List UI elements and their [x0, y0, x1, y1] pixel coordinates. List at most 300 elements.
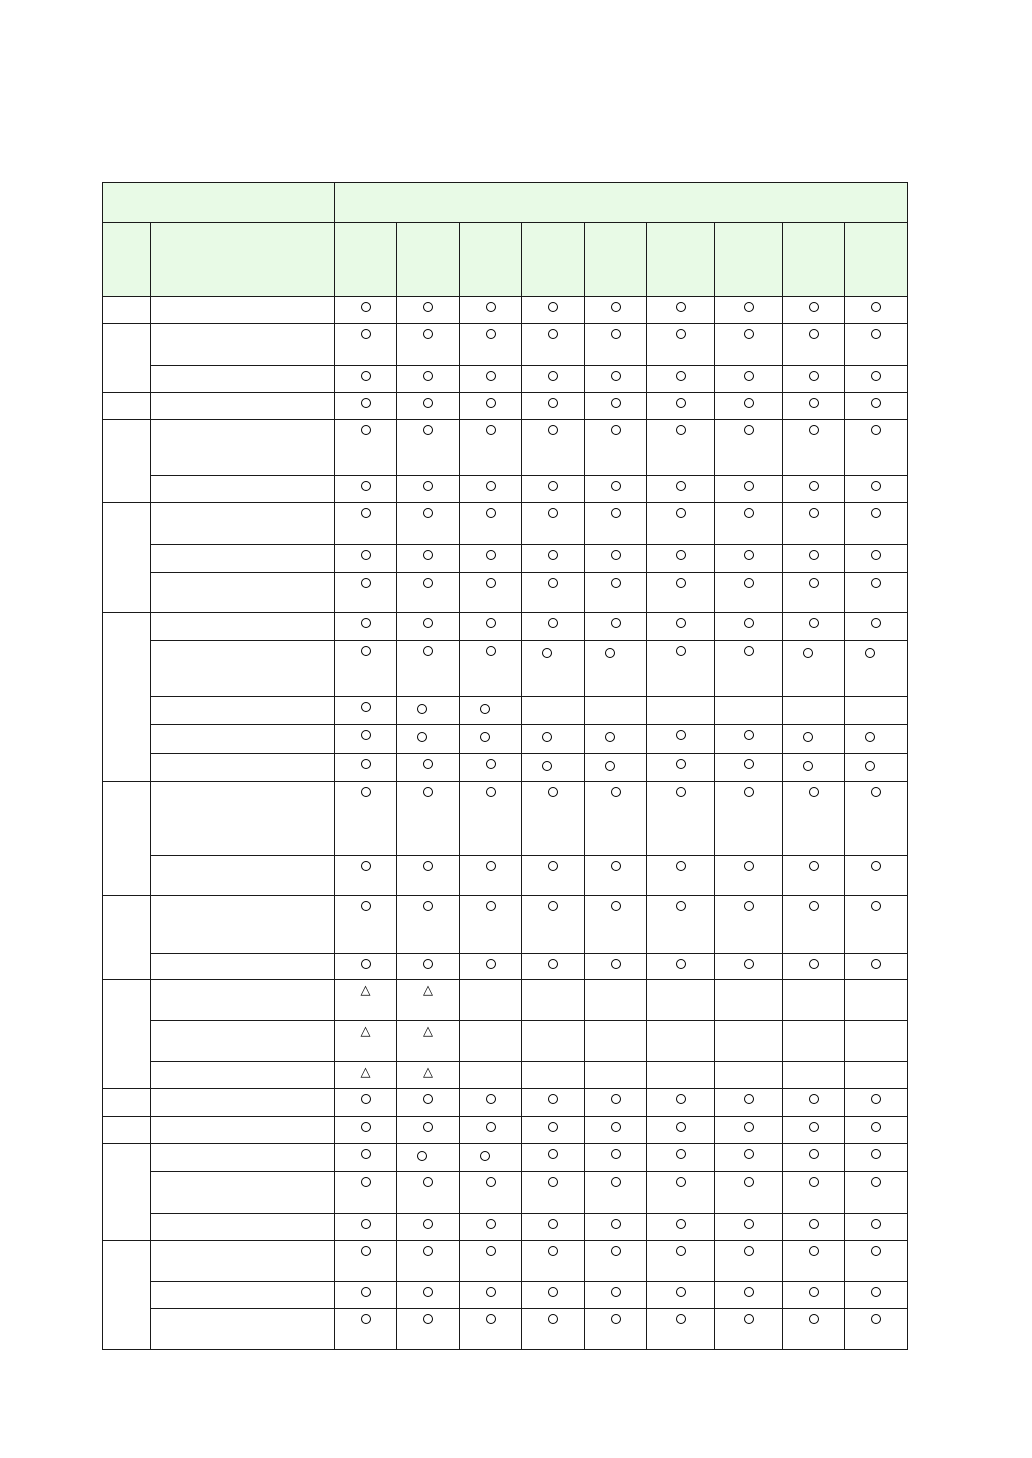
mark-cell	[522, 697, 585, 725]
circle-icon	[611, 1219, 621, 1229]
mark-cell	[647, 754, 715, 782]
table-row	[103, 297, 908, 324]
mark-cell	[845, 1021, 908, 1062]
circle-icon	[548, 371, 558, 381]
mark-cell	[783, 503, 845, 545]
mark-cell	[647, 503, 715, 545]
mark-cell	[845, 697, 908, 725]
table-row	[103, 725, 908, 754]
circle-icon	[676, 730, 686, 740]
circle-icon	[361, 901, 371, 911]
mark-cell	[845, 1089, 908, 1117]
mark-cell	[585, 641, 647, 697]
mark-cell	[397, 1241, 460, 1282]
table-body	[103, 297, 908, 1350]
item-cell	[151, 1309, 335, 1350]
mark-cell	[585, 613, 647, 641]
mark-cell	[783, 366, 845, 393]
mark-cell	[335, 782, 397, 856]
category-cell	[103, 1117, 151, 1144]
mark-cell	[845, 1241, 908, 1282]
mark-cell	[522, 1282, 585, 1309]
mark-cell	[335, 641, 397, 697]
circle-icon	[611, 398, 621, 408]
mark-cell	[397, 1089, 460, 1117]
category-cell	[103, 896, 151, 980]
circle-icon	[744, 508, 754, 518]
header-model-2	[397, 223, 460, 297]
circle-icon	[744, 329, 754, 339]
mark-cell	[647, 324, 715, 366]
circle-icon	[744, 1122, 754, 1132]
mark-cell	[522, 1117, 585, 1144]
mark-cell	[397, 324, 460, 366]
circle-icon	[611, 425, 621, 435]
table-row	[103, 1117, 908, 1144]
circle-icon	[871, 508, 881, 518]
mark-cell	[783, 573, 845, 613]
mark-cell	[715, 324, 783, 366]
mark-cell	[585, 1117, 647, 1144]
mark-cell	[783, 1282, 845, 1309]
table-row	[103, 476, 908, 503]
category-cell	[103, 613, 151, 782]
mark-cell	[397, 366, 460, 393]
mark-cell	[522, 393, 585, 420]
circle-icon	[423, 1287, 433, 1297]
mark-cell	[783, 613, 845, 641]
item-cell	[151, 573, 335, 613]
circle-icon	[361, 425, 371, 435]
circle-icon	[744, 550, 754, 560]
circle-icon	[871, 302, 881, 312]
mark-cell	[585, 1089, 647, 1117]
mark-cell	[845, 476, 908, 503]
circle-icon	[361, 550, 371, 560]
circle-icon	[676, 787, 686, 797]
mark-cell	[845, 545, 908, 573]
circle-icon	[548, 1177, 558, 1187]
mark-cell	[845, 420, 908, 476]
item-cell	[151, 856, 335, 896]
mark-cell	[335, 980, 397, 1021]
category-cell	[103, 782, 151, 896]
circle-icon	[361, 1149, 371, 1159]
circle-icon	[809, 901, 819, 911]
item-cell	[151, 1021, 335, 1062]
mark-cell	[522, 1021, 585, 1062]
circle-icon	[871, 1122, 881, 1132]
circle-icon	[809, 578, 819, 588]
circle-icon	[486, 1094, 496, 1104]
mark-cell	[460, 613, 522, 641]
header-model-8	[783, 223, 845, 297]
circle-icon	[548, 1094, 558, 1104]
mark-cell	[522, 980, 585, 1021]
circle-icon	[871, 329, 881, 339]
mark-cell	[335, 1117, 397, 1144]
circle-icon	[423, 1094, 433, 1104]
circle-icon	[486, 901, 496, 911]
circle-icon	[744, 1287, 754, 1297]
mark-cell	[460, 1117, 522, 1144]
mark-cell	[522, 503, 585, 545]
item-cell	[151, 1282, 335, 1309]
circle-icon	[486, 618, 496, 628]
circle-icon	[744, 302, 754, 312]
mark-cell	[585, 1144, 647, 1172]
mark-cell	[715, 1282, 783, 1309]
mark-cell	[647, 1282, 715, 1309]
mark-cell	[783, 725, 845, 754]
table-row	[103, 1172, 908, 1214]
mark-cell	[647, 1172, 715, 1214]
circle-icon	[423, 398, 433, 408]
mark-cell	[335, 1021, 397, 1062]
circle-icon	[486, 550, 496, 560]
circle-icon	[871, 1149, 881, 1159]
circle-icon	[361, 646, 371, 656]
circle-icon	[486, 425, 496, 435]
mark-cell	[522, 856, 585, 896]
mark-cell	[647, 420, 715, 476]
mark-cell	[845, 573, 908, 613]
table-row	[103, 1241, 908, 1282]
circle-icon	[548, 1122, 558, 1132]
mark-cell	[585, 545, 647, 573]
circle-icon	[611, 618, 621, 628]
item-cell	[151, 725, 335, 754]
mark-cell	[585, 366, 647, 393]
circle-icon	[423, 618, 433, 628]
circle-icon	[361, 1177, 371, 1187]
circle-icon	[611, 550, 621, 560]
table-row	[103, 1062, 908, 1089]
circle-icon	[809, 481, 819, 491]
circle-icon	[744, 1149, 754, 1159]
triangle-icon: △	[423, 1065, 433, 1080]
circle-icon	[423, 508, 433, 518]
mark-cell	[522, 1144, 585, 1172]
mark-cell	[647, 476, 715, 503]
mark-cell	[783, 641, 845, 697]
mark-cell	[647, 1117, 715, 1144]
mark-cell	[585, 297, 647, 324]
mark-cell	[460, 697, 522, 725]
circle-icon	[809, 787, 819, 797]
mark-cell	[460, 856, 522, 896]
mark-cell	[647, 1089, 715, 1117]
circle-icon	[361, 398, 371, 408]
circle-icon	[611, 959, 621, 969]
mark-cell	[715, 297, 783, 324]
circle-icon	[542, 648, 552, 658]
circle-icon	[361, 959, 371, 969]
circle-icon	[611, 901, 621, 911]
mark-cell	[397, 573, 460, 613]
circle-icon	[611, 302, 621, 312]
mark-cell	[522, 613, 585, 641]
circle-icon	[548, 425, 558, 435]
circle-icon	[809, 302, 819, 312]
circle-icon	[809, 1246, 819, 1256]
mark-cell	[715, 1117, 783, 1144]
circle-icon	[871, 398, 881, 408]
compatibility-table	[102, 182, 908, 1350]
circle-icon	[611, 578, 621, 588]
circle-icon	[486, 1287, 496, 1297]
circle-icon	[676, 1149, 686, 1159]
circle-icon	[744, 901, 754, 911]
mark-cell	[585, 1282, 647, 1309]
circle-icon	[611, 787, 621, 797]
category-cell	[103, 420, 151, 503]
circle-icon	[423, 329, 433, 339]
circle-icon	[871, 1177, 881, 1187]
table-row	[103, 573, 908, 613]
mark-cell	[715, 641, 783, 697]
circle-icon	[676, 861, 686, 871]
mark-cell	[460, 366, 522, 393]
circle-icon	[486, 1246, 496, 1256]
mark-cell	[460, 782, 522, 856]
triangle-icon: △	[360, 983, 371, 998]
mark-cell	[585, 754, 647, 782]
mark-cell	[845, 324, 908, 366]
circle-icon	[548, 508, 558, 518]
mark-cell	[715, 545, 783, 573]
item-cell	[151, 896, 335, 954]
mark-cell	[335, 954, 397, 980]
mark-cell	[522, 782, 585, 856]
item-cell	[151, 393, 335, 420]
mark-cell	[647, 1021, 715, 1062]
table-row	[103, 980, 908, 1021]
circle-icon	[871, 578, 881, 588]
circle-icon	[676, 371, 686, 381]
circle-icon	[361, 371, 371, 381]
circle-icon	[423, 901, 433, 911]
mark-cell	[460, 476, 522, 503]
circle-icon	[611, 481, 621, 491]
mark-cell	[460, 297, 522, 324]
circle-icon	[361, 578, 371, 588]
circle-icon	[803, 732, 813, 742]
mark-cell	[783, 856, 845, 896]
mark-cell	[845, 1309, 908, 1350]
mark-cell	[845, 1062, 908, 1089]
circle-icon	[809, 1177, 819, 1187]
mark-cell	[845, 1144, 908, 1172]
circle-icon	[676, 578, 686, 588]
mark-cell	[335, 754, 397, 782]
mark-cell	[397, 1309, 460, 1350]
circle-icon	[361, 759, 371, 769]
circle-icon	[423, 550, 433, 560]
mark-cell	[647, 393, 715, 420]
table-row	[103, 1089, 908, 1117]
circle-icon	[676, 302, 686, 312]
circle-icon	[611, 1149, 621, 1159]
circle-icon	[480, 704, 490, 714]
mark-cell	[397, 420, 460, 476]
item-cell	[151, 297, 335, 324]
circle-icon	[676, 1287, 686, 1297]
mark-cell	[460, 1062, 522, 1089]
circle-icon	[676, 1246, 686, 1256]
circle-icon	[871, 787, 881, 797]
circle-icon	[871, 901, 881, 911]
mark-cell	[715, 1144, 783, 1172]
mark-cell	[845, 980, 908, 1021]
header-feature-group	[103, 183, 335, 223]
item-cell	[151, 641, 335, 697]
mark-cell	[335, 476, 397, 503]
mark-cell	[647, 980, 715, 1021]
mark-cell	[647, 954, 715, 980]
table-row	[103, 1214, 908, 1241]
circle-icon	[809, 425, 819, 435]
circle-icon	[865, 648, 875, 658]
circle-icon	[744, 1246, 754, 1256]
circle-icon	[676, 550, 686, 560]
mark-cell	[460, 324, 522, 366]
circle-icon	[611, 508, 621, 518]
mark-cell	[715, 725, 783, 754]
circle-icon	[486, 1314, 496, 1324]
circle-icon	[361, 702, 371, 712]
circle-icon	[486, 959, 496, 969]
item-cell	[151, 1241, 335, 1282]
mark-cell	[522, 1214, 585, 1241]
circle-icon	[548, 481, 558, 491]
mark-cell	[647, 1062, 715, 1089]
circle-icon	[676, 959, 686, 969]
circle-icon	[744, 861, 754, 871]
mark-cell	[335, 1144, 397, 1172]
mark-cell	[845, 297, 908, 324]
circle-icon	[676, 1177, 686, 1187]
circle-icon	[744, 425, 754, 435]
header-model-6	[647, 223, 715, 297]
mark-cell	[522, 1089, 585, 1117]
mark-cell	[335, 1214, 397, 1241]
mark-cell	[783, 393, 845, 420]
category-cell	[103, 297, 151, 324]
mark-cell	[715, 856, 783, 896]
circle-icon	[542, 732, 552, 742]
mark-cell	[460, 1021, 522, 1062]
circle-icon	[676, 425, 686, 435]
circle-icon	[676, 481, 686, 491]
circle-icon	[611, 861, 621, 871]
circle-icon	[548, 550, 558, 560]
circle-icon	[871, 1219, 881, 1229]
circle-icon	[361, 329, 371, 339]
mark-cell	[585, 1062, 647, 1089]
circle-icon	[486, 371, 496, 381]
table-row	[103, 366, 908, 393]
circle-icon	[809, 1219, 819, 1229]
mark-cell	[397, 1282, 460, 1309]
circle-icon	[809, 1094, 819, 1104]
mark-cell	[783, 754, 845, 782]
header-model-1	[335, 223, 397, 297]
mark-cell	[845, 641, 908, 697]
mark-cell	[397, 954, 460, 980]
table-row	[103, 420, 908, 476]
mark-cell	[335, 366, 397, 393]
mark-cell	[585, 573, 647, 613]
mark-cell	[845, 754, 908, 782]
mark-cell	[522, 573, 585, 613]
mark-cell	[585, 980, 647, 1021]
circle-icon	[361, 508, 371, 518]
mark-cell	[585, 393, 647, 420]
mark-cell	[715, 573, 783, 613]
circle-icon	[871, 481, 881, 491]
circle-icon	[809, 618, 819, 628]
circle-icon	[486, 578, 496, 588]
circle-icon	[744, 787, 754, 797]
circle-icon	[548, 302, 558, 312]
circle-icon	[548, 578, 558, 588]
circle-icon	[676, 901, 686, 911]
item-cell	[151, 476, 335, 503]
circle-icon	[480, 1151, 490, 1161]
circle-icon	[548, 901, 558, 911]
mark-cell	[585, 476, 647, 503]
circle-icon	[361, 1122, 371, 1132]
table-row	[103, 613, 908, 641]
mark-cell	[585, 725, 647, 754]
triangle-icon: △	[360, 1024, 371, 1039]
mark-cell	[335, 1241, 397, 1282]
circle-icon	[871, 425, 881, 435]
circle-icon	[542, 761, 552, 771]
circle-icon	[871, 959, 881, 969]
header-model-9	[845, 223, 908, 297]
mark-cell	[585, 954, 647, 980]
mark-cell	[522, 1062, 585, 1089]
mark-cell	[783, 297, 845, 324]
circle-icon	[605, 761, 615, 771]
mark-cell	[845, 366, 908, 393]
mark-cell	[647, 697, 715, 725]
circle-icon	[486, 1219, 496, 1229]
mark-cell	[335, 896, 397, 954]
mark-cell	[522, 324, 585, 366]
mark-cell	[460, 503, 522, 545]
mark-cell	[335, 697, 397, 725]
mark-cell	[647, 1144, 715, 1172]
mark-cell	[397, 641, 460, 697]
category-cell	[103, 1089, 151, 1117]
mark-cell	[460, 980, 522, 1021]
circle-icon	[548, 861, 558, 871]
circle-icon	[361, 1094, 371, 1104]
mark-cell	[783, 1309, 845, 1350]
item-cell	[151, 324, 335, 366]
circle-icon	[611, 371, 621, 381]
mark-cell	[715, 420, 783, 476]
item-cell	[151, 613, 335, 641]
triangle-icon: △	[360, 1065, 371, 1080]
circle-icon	[548, 1287, 558, 1297]
circle-icon	[871, 1287, 881, 1297]
header-item	[151, 223, 335, 297]
table-row	[103, 503, 908, 545]
